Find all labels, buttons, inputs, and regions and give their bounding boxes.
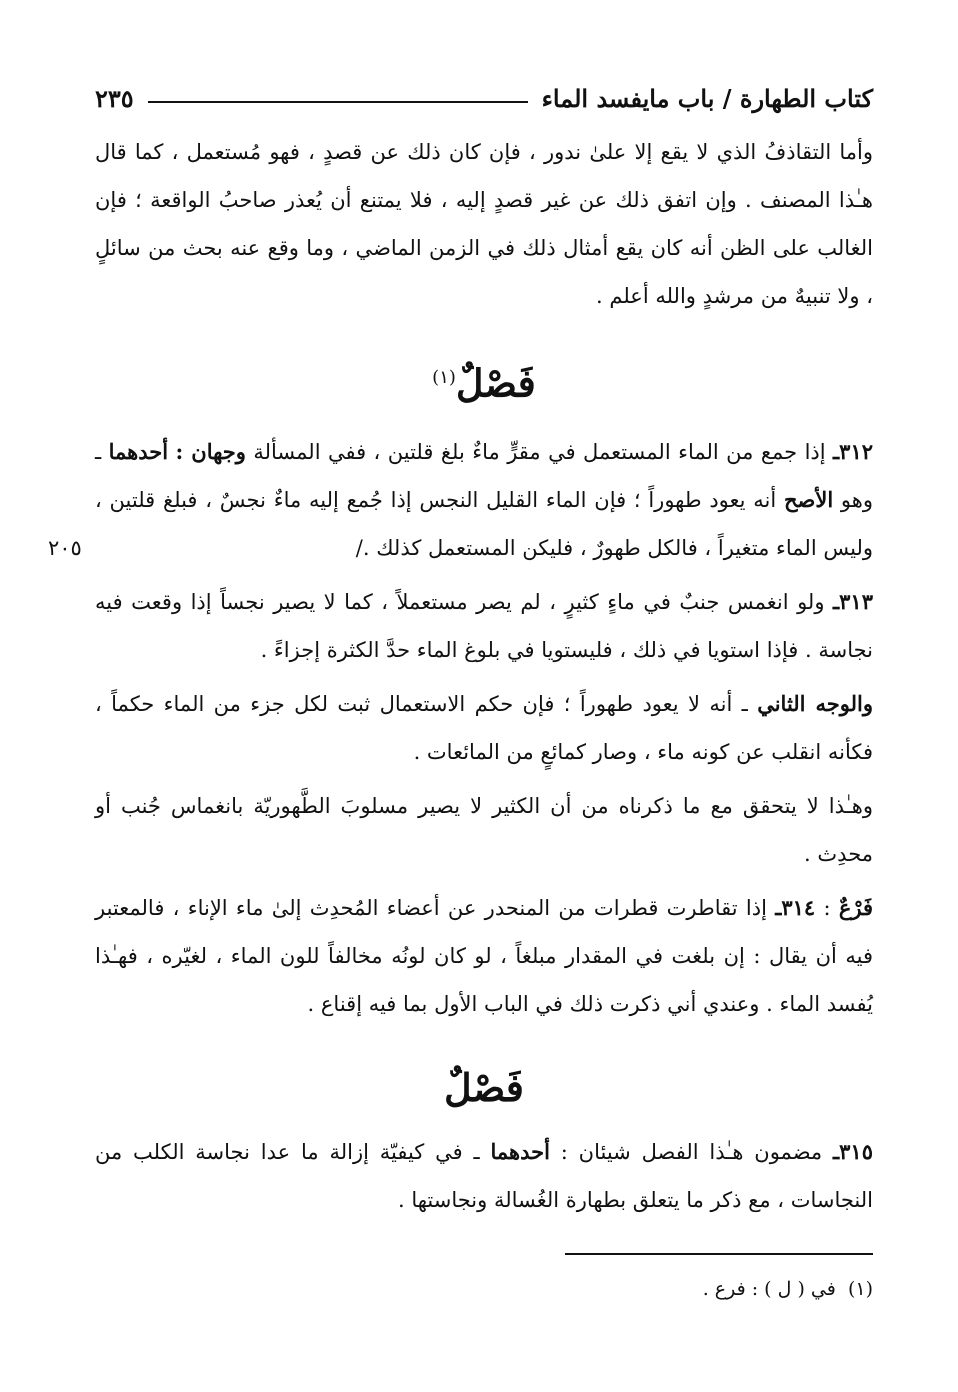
page-number: ٢٣٥ <box>95 83 134 113</box>
footnote-text: في ( ل ) : فرع . <box>702 1278 836 1300</box>
paragraph-text: ـ في كيفيّة إزالة ما عدا نجاسة الكلب من النجاسات ، مع ذكر ما يتعلق بطهارة الغُسالة ونجاستها . <box>95 1139 873 1212</box>
footnote <box>703 1278 873 1300</box>
paragraph-314: فَرْعٌ : ٣١٤ـ إذا تقاطرت قطرات من المنحدر عن أعضاء المُحدِث إلىٰ ماء الإناء ، فالمعتبر فيه أن يقال : إن بلغت في المقدار مبلغاً ، لو كان لونُه مخالفاً للون الماء ، لغيّره ، فهـٰذا يُفسد الماء . وعندي أني ذكرت ذلك في الباب الأول بما فيه إقناع . <box>95 894 873 1016</box>
paragraph-second-view <box>95 680 873 776</box>
paragraph-313 <box>95 578 873 674</box>
bold-term: أحدهما <box>108 438 169 464</box>
section-heading-1 <box>95 348 873 414</box>
paragraph-315 <box>95 1128 873 1224</box>
footnote-ref: (١) <box>432 367 456 388</box>
page-body <box>95 128 873 1224</box>
paragraph-text: أنه يعود طهوراً ؛ فإن الماء القليل النجس إذا جُمع إليه ماءٌ نجسٌ ، فبلغ قلتين ، وليس الماء متغيراً ، فالكل طهورٌ ، فليكن المستعمل كذلك ./ <box>95 487 873 560</box>
footnote-rule <box>565 1253 873 1255</box>
item-number: ٣١٣ـ <box>833 588 873 614</box>
item-number: ٣١٢ـ <box>833 438 874 464</box>
header-rule <box>148 101 528 103</box>
paragraph-text: إذا تقاطرت قطرات من المنحدر عن أعضاء المُحدِث إلىٰ ماء الإناء ، فالمعتبر فيه أن يقال : إن بلغت في المقدار مبلغاً ، لو كان لونُه مخالفاً للون الماء ، لغيّره ، فهـٰذا يُفسد الماء . وعندي أني ذكرت ذلك في الباب الأول بما فيه إقناع . <box>95 895 873 1016</box>
paragraph-text: ولو انغمس جنبٌ في ماءٍ كثيرٍ ، لم يصر مستعملاً ، كما لا يصير نجساً إذا وقعت فيه نجاسة . فإذا استويا في ذلك ، فليستويا في بلوغ الماء حدَّ الكثرة إجزاءً . <box>95 589 873 662</box>
intro-paragraph: وأما التقاذفُ الذي لا يقع إلا علىٰ ندور ، فإن كان ذلك عن قصدٍ ، فهو مُستعمل ، كما قال هـٰذا المصنف . وإن اتفق ذلك عن غير قصدٍ إليه ، فلا يمتنع أن يُعذر صاحبُ الواقعة ؛ فإن الغالب على الظن أنه كان يقع أمثال ذلك في الزمن الماضي ، وما وقع عنه بحث من سائلٍ ، ولا تنبيهٌ من مرشدٍ والله أعلم . <box>95 140 873 308</box>
bold-term: وجهان : <box>175 438 246 464</box>
bold-term: أحدهما <box>490 1138 550 1164</box>
bold-term: الأصح <box>783 486 834 512</box>
section-heading-text: فَصْلٌ <box>444 1064 524 1110</box>
paragraph-text: ـ أنه لا يعود طهوراً ؛ فإن حكم الاستعمال ثبت لكل جزء من الماء حكماً ، فكأنه انقلب عن كونه ماء ، وصار كمائعٍ من المائعات . <box>95 691 873 764</box>
section-heading-text: فَصْلٌ <box>455 360 536 406</box>
item-number: ٣١٥ـ <box>833 1138 873 1164</box>
margin-page-note: ٢٠٥ <box>48 536 82 560</box>
item-number: ٣١٤ـ <box>775 894 816 920</box>
paragraph-text: إذا جمع من الماء المستعمل في مقرٍّ ماءٌ بلغ قلتين ، ففي المسألة <box>245 439 834 464</box>
footnote-marker: (١) <box>847 1278 873 1300</box>
bold-term: والوجه الثاني <box>757 690 873 716</box>
paragraph-312 <box>95 428 873 572</box>
branch-label: فَرْعٌ <box>838 894 873 920</box>
chapter-title: كتاب الطهارة / باب مايفسد الماء <box>541 83 873 113</box>
paragraph-text: مضمون هـٰذا الفصل شيئان : <box>549 1139 833 1164</box>
paragraph-text: ـ وهو <box>95 439 873 512</box>
section-heading-2 <box>95 1058 873 1118</box>
paragraph-remark: وهـٰذا لا يتحقق مع ما ذكرناه من أن الكثير لا يصير مسلوبَ الطَّهوريّة بانغماس جُنب أو محدِث . <box>95 793 873 866</box>
running-header <box>95 78 873 118</box>
